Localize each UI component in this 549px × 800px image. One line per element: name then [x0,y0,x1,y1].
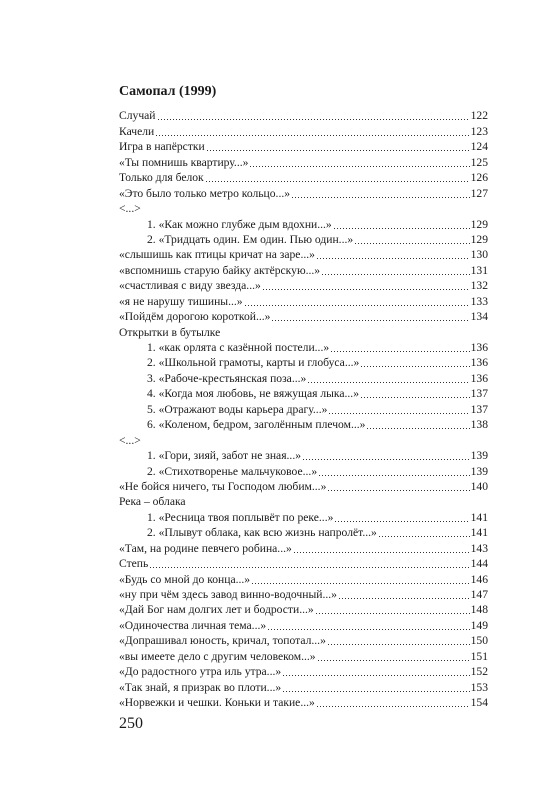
toc-entry-title: «Норвежки и чешки. Коньки и такие...» [119,696,315,710]
toc-entry-page: 129 [470,217,488,231]
dot-leader [262,289,470,290]
toc-entry-title: 4. «Когда моя любовь, не вяжущая лыка...» [147,387,359,401]
toc-entry [119,324,488,339]
toc-entry-page: 154 [470,696,488,710]
dot-leader [315,613,470,614]
toc-entry-page: 129 [470,232,488,246]
toc-entry [119,185,488,200]
toc-entry-page: 123 [470,124,488,138]
dot-leader [282,691,469,692]
toc-entry-page: 136 [470,341,488,354]
dot-leader [334,521,469,522]
dot-leader [318,475,469,476]
toc-entry-page: 151 [470,649,488,663]
toc-entry-title: «Там, на родине певчего робина...» [119,541,292,555]
toc-entry [119,386,488,401]
toc-entry-title: «Допрашивал юность, кричал, топотал...» [119,634,326,648]
toc-entry-title: «Одиночества личная тема...» [119,618,267,632]
toc-entry [119,154,488,169]
toc-entry [119,587,488,602]
table-of-contents [119,108,488,710]
toc-entry-page: 125 [470,155,488,169]
toc-entry [119,262,488,277]
toc-entry-page: 143 [470,541,488,555]
toc-entry [119,463,488,478]
dot-leader [302,459,470,460]
dot-leader [354,243,469,244]
toc-entry [119,648,488,663]
toc-entry-page: 127 [470,186,488,200]
toc-entry-page: 140 [470,479,488,493]
toc-entry-page: 139 [470,449,488,463]
toc-entry [119,494,488,509]
toc-entry [119,479,488,494]
toc-entry [119,432,488,447]
toc-entry-page: 141 [470,526,488,540]
toc-entry-page: 130 [470,248,488,262]
toc-entry [119,293,488,308]
toc-entry-title: Река – облака [119,495,186,509]
toc-entry [119,247,488,262]
dot-leader [251,583,470,584]
toc-entry [119,216,488,231]
toc-entry-title: «Дай Бог нам долгих лет и бодрости...» [119,603,314,617]
dot-leader [291,197,470,198]
dot-leader [206,150,470,151]
toc-entry-page: 136 [470,371,488,385]
toc-entry [119,556,488,571]
page-number: 250 [119,715,143,732]
dot-leader [327,644,470,645]
toc-entry-title: 2. «Тридцать один. Ем один. Пью один...» [147,232,354,246]
toc-entry [119,355,488,370]
toc-entry-title: Только для белок [119,171,204,185]
toc-entry [119,232,488,247]
dot-leader [330,351,469,352]
toc-entry-title: Степь [119,557,149,571]
toc-entry-page: 122 [470,109,488,123]
dot-leader [327,490,469,491]
dot-leader [316,706,470,707]
toc-entry-title: «Так знай, я призрак во плоти...» [119,680,282,694]
dot-leader [321,274,470,275]
dot-leader [155,135,469,136]
toc-entry [119,278,488,293]
dot-leader [267,629,469,630]
toc-entry-page: 153 [470,680,488,694]
toc-entry-title: «Ты помнишь квартиру...» [119,155,249,169]
toc-entry [119,108,488,123]
toc-entry-page: 126 [470,171,488,185]
toc-entry-title: «слышишь как птицы кричат на заре...» [119,248,315,262]
toc-entry-title: 1. «Ресница твоя поплывёт по реке...» [147,510,334,524]
dot-leader [249,166,469,167]
dot-leader [149,567,469,568]
toc-entry [119,571,488,586]
toc-entry-page: 152 [470,665,488,679]
toc-entry [119,401,488,416]
toc-entry [119,509,488,524]
toc-entry [119,448,488,463]
toc-entry-page: 148 [470,603,488,617]
toc-entry-title: 2. «Плывут облака, как всю жизнь напролёт...» [147,526,377,540]
toc-entry [119,617,488,632]
dot-leader [333,228,470,229]
toc-entry-title: 5. «Отражают воды карьера драгу...» [147,402,328,416]
toc-entry-title: 3. «Рабоче-крестьянская поза...» [147,371,307,385]
toc-entry-page: 150 [470,634,488,648]
toc-entry [119,602,488,617]
toc-entry-title: 1. «Гори, зияй, забот не зная...» [147,449,302,463]
dot-leader [293,552,470,553]
dot-leader [244,305,470,306]
toc-entry-page: 136 [470,356,488,370]
toc-entry [119,679,488,694]
dot-leader [271,320,469,321]
toc-entry-title: Случай [119,109,156,123]
toc-entry-title: 2. «Школьной грамоты, карты и глобуса...» [147,356,360,370]
dot-leader [307,382,469,383]
toc-entry-page: 132 [470,279,488,293]
dot-leader [205,181,470,182]
dot-leader [317,660,470,661]
toc-entry [119,170,488,185]
toc-entry-page: 139 [470,464,488,478]
dot-leader [360,366,469,367]
toc-entry-title: Открытки в бутылке [119,325,221,339]
toc-entry-page: 137 [470,402,488,416]
toc-entry [119,633,488,648]
toc-entry-title: «Пойдём дорогою короткой...» [119,310,271,324]
toc-entry-title: «Не бойся ничего, ты Господом любим...» [119,479,327,493]
dot-leader [328,413,469,414]
toc-entry [119,340,488,355]
toc-entry [119,201,488,216]
dot-leader [316,258,470,259]
toc-entry-title: «До радостного утра иль утра...» [119,665,282,679]
toc-entry-title: «ну при чём здесь завод винно-водочный...» [119,588,337,601]
toc-entry-title: «вы имеете дело с другим человеком...» [119,649,316,663]
toc-entry [119,664,488,679]
toc-entry-page: 133 [470,294,488,308]
toc-entry-title: 1. «как орлята с казённой постели...» [147,341,330,354]
toc-entry-page: 147 [470,588,488,601]
toc-entry-title: Игра в напёрстки [119,140,205,154]
toc-entry [119,695,488,710]
toc-entry-page: 141 [470,510,488,524]
toc-entry-title: 2. «Стихотворенье мальчуковое...» [147,464,318,478]
toc-entry [119,123,488,138]
toc-entry-title: «я не нарушу тишины...» [119,294,243,308]
toc-entry-title: <...> [119,433,141,447]
toc-entry [119,309,488,324]
dot-leader [366,428,469,429]
toc-entry [119,540,488,555]
toc-entry [119,139,488,154]
toc-entry-page: 124 [470,140,488,154]
toc-entry-title: «Будь со мной до конца...» [119,572,251,586]
toc-entry-title: «вспомнишь старую байку актёрскую...» [119,263,321,277]
toc-entry-page: 138 [470,418,488,432]
dot-leader [157,119,470,120]
toc-entry-title: 1. «Как можно глубже дым вдохни...» [147,217,332,231]
toc-entry-page: 144 [470,557,488,571]
dot-leader [360,397,470,398]
dot-leader [338,598,470,599]
toc-entry [119,525,488,540]
toc-entry-page: 134 [470,310,488,324]
toc-entry [119,370,488,385]
toc-entry-page: 146 [470,572,488,586]
toc-entry-page: 149 [470,618,488,632]
section-title: Самопал (1999) [119,84,217,99]
toc-entry-page: 137 [470,387,488,401]
dot-leader [378,536,470,537]
toc-entry-page: 131 [470,263,488,277]
toc-entry-title: «счастливая с виду звезда...» [119,279,261,293]
toc-entry-title: <...> [119,202,141,216]
toc-entry-title: 6. «Коленом, бедром, заголённым плечом...» [147,418,366,432]
dot-leader [282,675,469,676]
toc-entry [119,417,488,432]
toc-entry-title: Качели [119,124,155,138]
toc-entry-title: «Это было только метро кольцо...» [119,186,291,200]
